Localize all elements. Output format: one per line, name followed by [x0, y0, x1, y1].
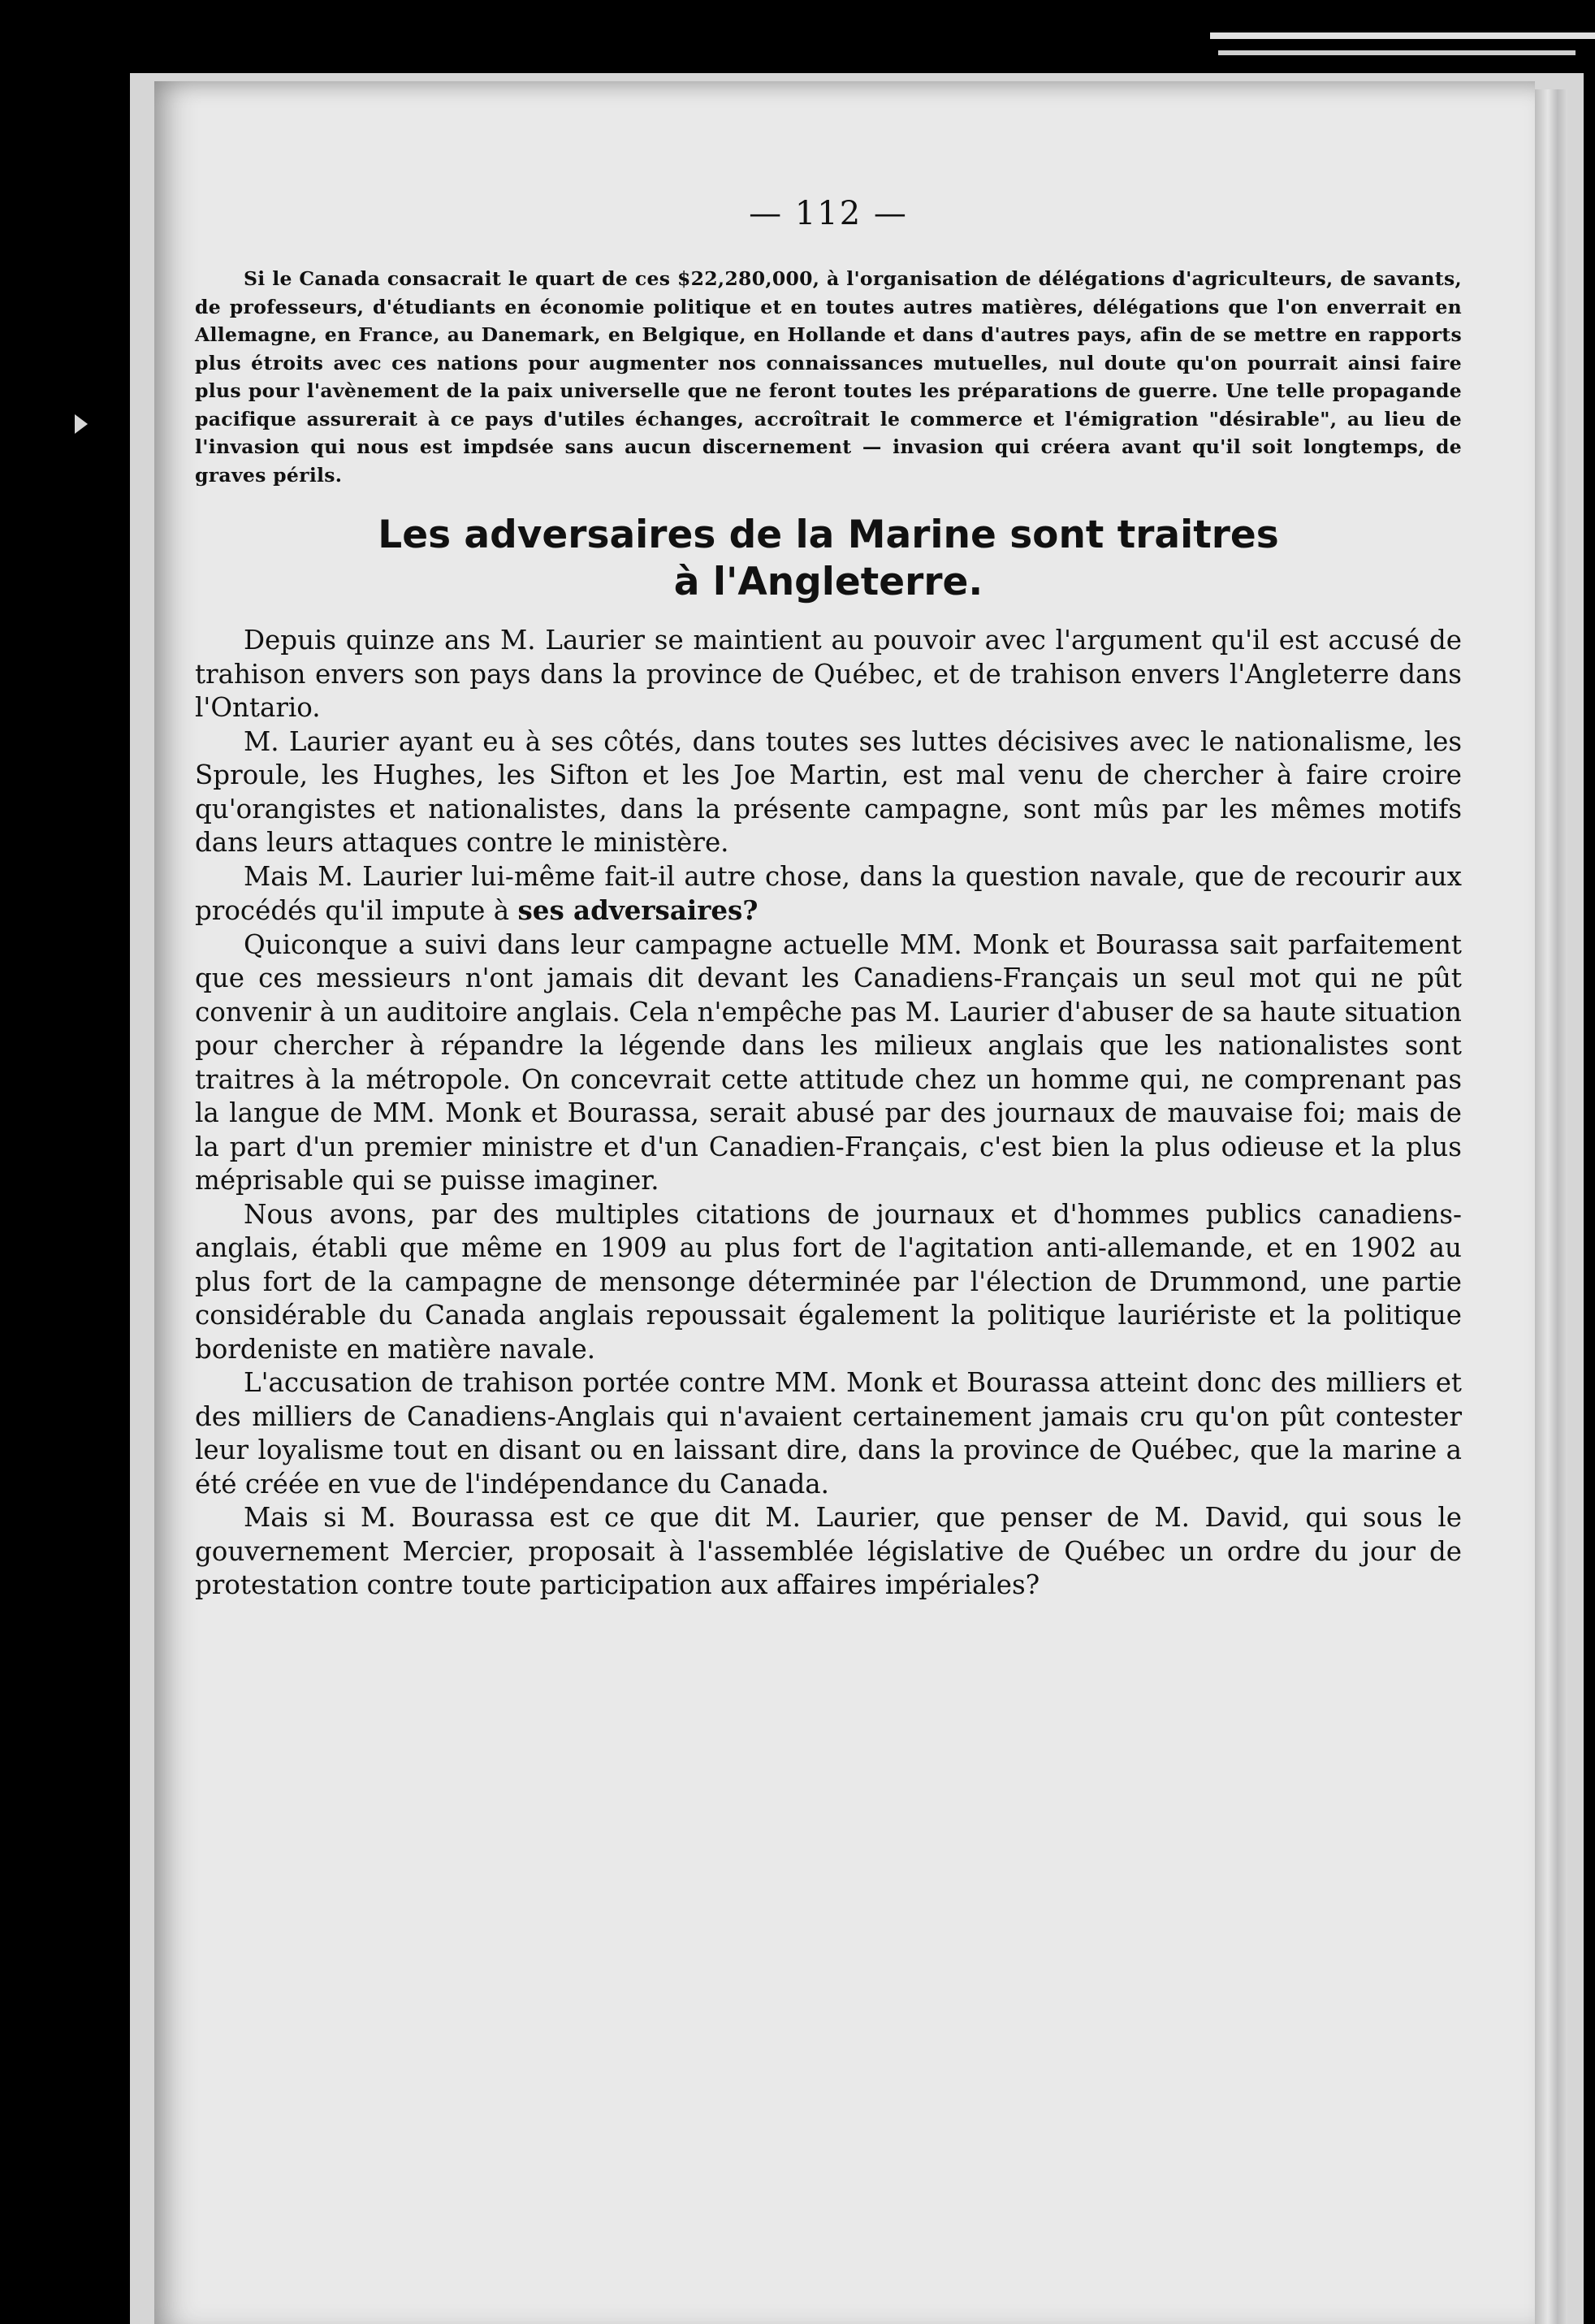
- paragraph: Nous avons, par des multiples citations de journaux et d'hommes publics canadiens-anglais, établi que même en 1909 au plus fort de l'agitation anti-allemande, et en 1902 au plus fort de la campagne de mensonge déterminée par l'élection de Drummond, une partie considérable du Canada anglais repoussait également la politique lauriériste et la politique bordeniste en matière navale.: [195, 1198, 1462, 1365]
- paragraph: L'accusation de trahison portée contre MM. Monk et Bourassa atteint donc des milliers et des milliers de Canadiens-Anglais qui n'avaient certainement jamais cru qu'on pût contester leur loyalisme tout en disant ou en laissant dire, dans la province de Québec, que la marine a été créée en vue de l'indépendance du Canada.: [195, 1367, 1462, 1500]
- heading-line-2: à l'Angleterre.: [673, 560, 983, 604]
- margin-arrow-mark: [75, 414, 88, 434]
- film-edge-line-secondary: [1218, 50, 1576, 55]
- page-number: — 112 —: [749, 195, 908, 232]
- body-text: [195, 624, 1462, 1603]
- paragraph: [195, 860, 1462, 928]
- paragraph: [195, 725, 1462, 860]
- paragraph: Quiconque a suivi dans leur campagne actuelle MM. Monk et Bourassa sait parfaitement que ces messieurs n'ont jamais dit devant les Canadiens-Français un seul mot qui ne pût convenir à un auditoire anglais. Cela n'empêche pas M. Laurier d'abuser de sa haute situation pour chercher à répandre la légende dans les milieux anglais que les nationalistes sont traitres à la métropole. On concevrait cette attitude chez un homme qui, ne comprenant pas la langue de MM. Monk et Bourassa, serait abusé par des journaux de mauvaise foi; mais de la part d'un premier ministre et d'un Canadien-Français, c'est bien la plus odieuse et la plus méprisable qui se puisse imaginer.: [195, 928, 1462, 1196]
- section-heading: [195, 512, 1462, 606]
- heading-line-1: Les adversaires de la Marine sont traitres: [378, 513, 1279, 557]
- paragraph: Depuis quinze ans M. Laurier se maintient au pouvoir avec l'argument qu'il est accusé de trahison envers son pays dans la province de Québec, et de trahison envers l'Angleterre dans l'Ontario.: [195, 625, 1462, 723]
- paragraph: M. Laurier ayant eu à ses côtés, dans toutes ses luttes décisives avec le nationalisme, les Sproule, les Hughes, les Sifton et les Joe Martin, est mal venu de chercher à faire croire qu'orangistes et nationalistes, dans la présente campagne, sont mûs par les mêmes motifs dans leurs attaques contre le ministère.: [195, 725, 1462, 858]
- paragraph-emphasis: ses adversaires?: [517, 894, 759, 926]
- page-content: [195, 138, 1462, 1603]
- paragraph: Mais si M. Bourassa est ce que dit M. Laurier, que penser de M. David, qui sous le gouvernement Mercier, proposait à l'assemblée législative de Québec un ordre du jour de protestation contre toute participation aux affaires impériales?: [195, 1502, 1462, 1600]
- page-stack-edge: [1535, 89, 1567, 2324]
- footnote-paragraph: Si le Canada consacrait le quart de ces $22,280,000, à l'organisation de délégations d'agriculteurs, de savants, de professeurs, d'étudiants en économie politique et en toutes autres matières, délégations que l'on enverrait en Allemagne, en France, au Danemark, en Belgique, en Hollande et dans d'autres pays, afin de se mettre en rapports plus étroits avec ces nations pour augmenter nos connaissances mutuelles, nul doute qu'on pourrait ainsi faire plus pour l'avènement de la paix universelle que ne feront toutes les préparations de guerre. Une telle propagande pacifique assurerait à ce pays d'utiles échanges, accroîtrait le commerce et l'émigration "désirable", au lieu de l'invasion qui nous est impdsée sans aucun discernement — invasion qui créera avant qu'il soit longtemps, de graves périls.: [195, 267, 1462, 487]
- paragraph-text: Mais M. Laurier lui-même fait-il autre chose, dans la question navale, que de recourir aux procédés qu'il impute à: [195, 860, 1462, 926]
- film-edge-line: [1210, 32, 1595, 39]
